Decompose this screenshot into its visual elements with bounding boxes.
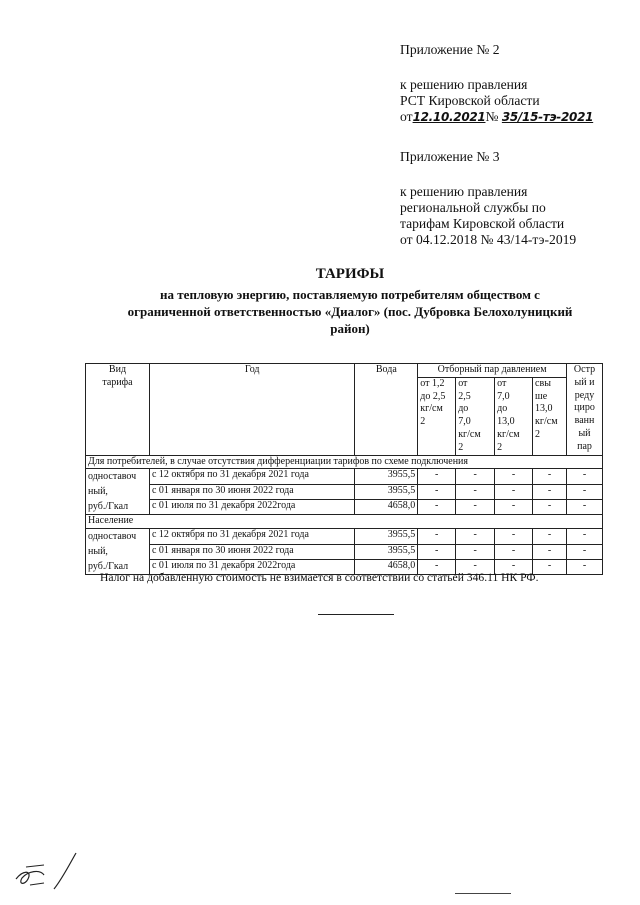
period-cell: с 12 октября по 31 декабря 2021 года: [149, 469, 354, 484]
subtitle-line-1: на тепловую энергию, поставляемую потребителям обществом с: [160, 287, 540, 302]
water-value: 3955,5: [355, 484, 418, 499]
appendix-2-from: от: [400, 109, 413, 124]
appendix-3-line-4: от 04.12.2018 № 43/14-тэ-2019: [400, 232, 577, 247]
pressure-3-value: -: [495, 544, 533, 559]
footer-line: [455, 893, 511, 894]
header-live-steam: Остр ый и реду циро ванн ый пар: [567, 364, 603, 456]
pressure-4-value: -: [533, 529, 567, 544]
section-label-row: [86, 515, 603, 529]
header-year: Год: [149, 364, 354, 456]
pressure-1-value: -: [418, 559, 456, 574]
pressure-4-value: -: [533, 544, 567, 559]
appendix-3-title: Приложение № 3: [400, 149, 500, 164]
document-title: ТАРИФЫ: [315, 266, 385, 282]
period-cell: с 12 октября по 31 декабря 2021 года: [149, 529, 354, 544]
handwritten-number: 35/15-тэ-2021: [501, 110, 594, 124]
header-pressure-4: свы ше 13,0 кг/см 2: [533, 377, 567, 455]
water-value: 4658,0: [355, 559, 418, 574]
appendix-2-line-1: к решению правления: [400, 77, 528, 92]
pressure-3-value: -: [495, 500, 533, 515]
pressure-4-value: -: [533, 469, 567, 484]
pressure-1-value: -: [418, 529, 456, 544]
subtitle-line-3: район): [330, 321, 370, 336]
period-cell: с 01 июля по 31 декабря 2022года: [149, 559, 354, 574]
appendix-2-line-2: РСТ Кировской области: [400, 93, 540, 108]
water-value: 3955,5: [355, 469, 418, 484]
header-row-1: [86, 364, 603, 378]
separator-line: [318, 614, 394, 615]
pressure-3-value: -: [495, 484, 533, 499]
header-pressure-1: от 1,2 до 2,5 кг/см 2: [418, 377, 456, 455]
pressure-3-value: -: [495, 469, 533, 484]
water-value: 3955,5: [355, 544, 418, 559]
pressure-2-value: -: [456, 500, 495, 515]
table-row: [86, 544, 603, 559]
header-water: Вода: [355, 364, 418, 456]
period-cell: с 01 января по 30 июня 2022 года: [149, 484, 354, 499]
handwritten-date: 12.10.2021: [412, 110, 486, 124]
document-subtitle: [80, 286, 620, 337]
header-tariff-type: Вид тарифа: [86, 364, 150, 456]
live-steam-value: -: [567, 484, 603, 499]
appendix-3-line-2: региональной службы по: [400, 200, 546, 215]
pressure-3-value: -: [495, 529, 533, 544]
live-steam-value: -: [567, 469, 603, 484]
subtitle-line-2: ограниченной ответственностью «Диалог» (пос. Дубровка Белохолуницкий: [127, 304, 573, 319]
water-value: 3955,5: [355, 529, 418, 544]
live-steam-value: -: [567, 529, 603, 544]
tariffs-table: [85, 363, 603, 575]
pressure-1-value: -: [418, 544, 456, 559]
tariff-type-cell: одноставоч ный, руб./Гкал: [86, 469, 150, 515]
pressure-1-value: -: [418, 484, 456, 499]
period-cell: с 01 января по 30 июня 2022 года: [149, 544, 354, 559]
header-pressure-2: от 2,5 до 7,0 кг/см 2: [456, 377, 495, 455]
appendix-3-line-1: к решению правления: [400, 184, 528, 199]
header-pressure-3: от 7,0 до 13,0 кг/см 2: [495, 377, 533, 455]
pressure-2-value: -: [456, 529, 495, 544]
signature-mark: [10, 845, 90, 895]
appendix-3-block: [400, 149, 576, 248]
live-steam-value: -: [567, 500, 603, 515]
pressure-3-value: -: [495, 559, 533, 574]
section-label: Для потребителей, в случае отсутствия дифференциации тарифов по схеме подключения: [86, 455, 603, 469]
appendix-2-title: Приложение № 2: [400, 42, 500, 57]
tariff-type-cell: одноставоч ный, руб./Гкал: [86, 529, 150, 575]
pressure-1-value: -: [418, 469, 456, 484]
live-steam-value: -: [567, 559, 603, 574]
pressure-4-value: -: [533, 559, 567, 574]
section-label: Население: [86, 515, 603, 529]
pressure-2-value: -: [456, 484, 495, 499]
water-value: 4658,0: [355, 500, 418, 515]
pressure-2-value: -: [456, 544, 495, 559]
pressure-2-value: -: [456, 559, 495, 574]
section-label-row: [86, 455, 603, 469]
pressure-4-value: -: [533, 500, 567, 515]
appendix-2-block: [400, 42, 593, 125]
appendix-2-number-sign: №: [485, 109, 499, 124]
pressure-2-value: -: [456, 469, 495, 484]
table-row: [86, 529, 603, 544]
appendix-2-line-3: [400, 109, 593, 125]
period-cell: с 01 июля по 31 декабря 2022года: [149, 500, 354, 515]
live-steam-value: -: [567, 544, 603, 559]
pressure-1-value: -: [418, 500, 456, 515]
pressure-4-value: -: [533, 484, 567, 499]
appendix-3-line-3: тарифам Кировской области: [400, 216, 565, 231]
header-steam-group: Отборный пар давлением: [418, 364, 567, 378]
vat-footnote: Налог на добавленную стоимость не взимается в соответствии со статьей 346.11 НК РФ.: [100, 571, 539, 584]
table-row: [86, 500, 603, 515]
table-row: [86, 484, 603, 499]
table-row: [86, 469, 603, 484]
